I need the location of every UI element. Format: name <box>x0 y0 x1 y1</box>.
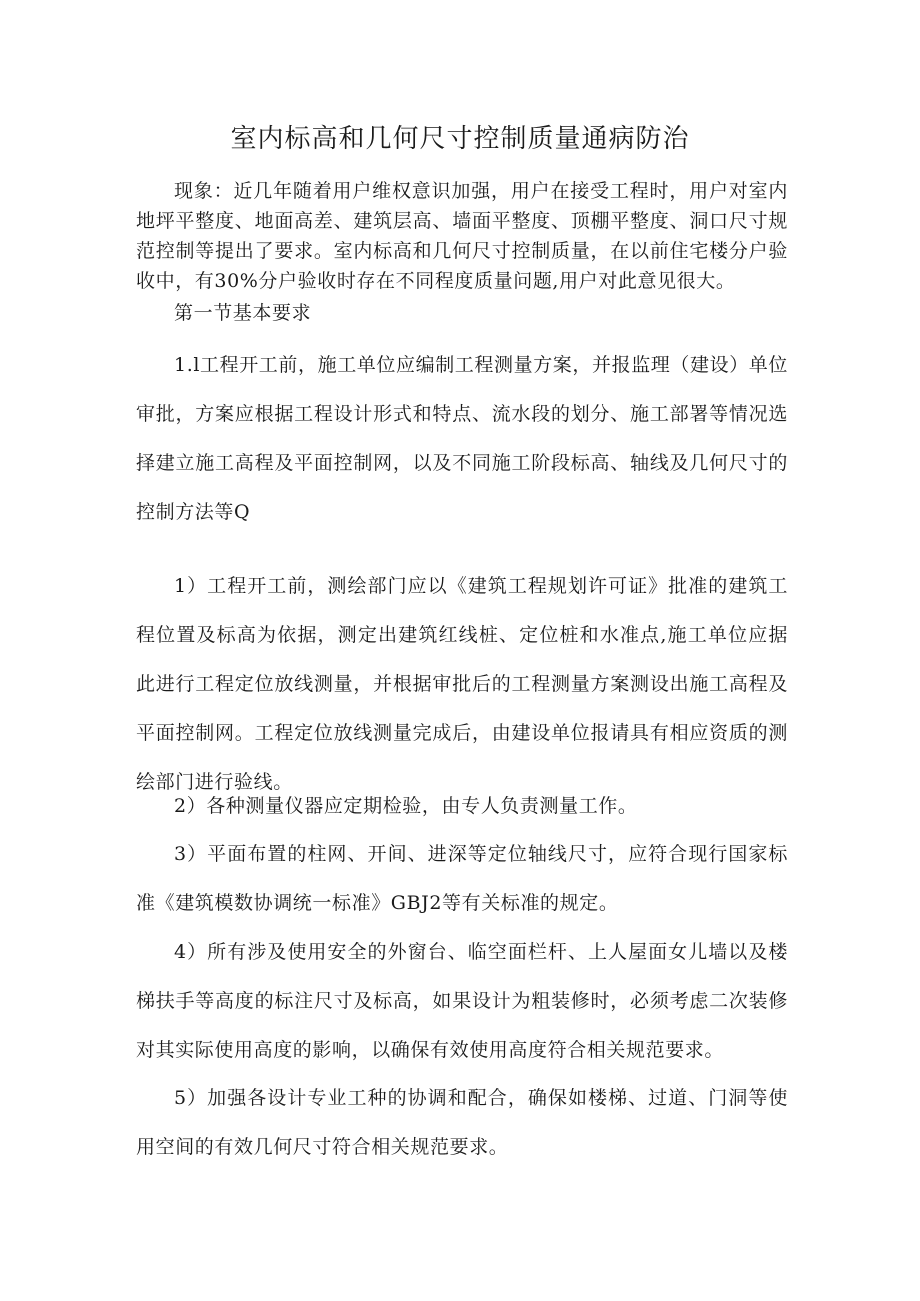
paragraph-item-4: 4）所有涉及使用安全的外窗台、临空面栏杆、上人屋面女儿墙以及楼梯扶手等高度的标注尺寸及标高，如果设计为粗装修时，必须考虑二次装修对其实际使用高度的影响，以确保有效使用高度符合相关规范要求。 <box>136 941 788 1061</box>
paragraph-item-5: 5）加强各设计专业工种的协调和配合，确保如楼梯、过道、门洞等使用空间的有效几何尺寸符合相关规范要求。 <box>136 1087 788 1158</box>
paragraph-item-1: 1）工程开工前，测绘部门应以《建筑工程规划许可证》批准的建筑工程位置及标高为依据，测定出建筑红线桩、定位桩和水准点,施工单位应据此进行工程定位放线测量，并根据审批后的工程测量方案测设出施工高程及平面控制网。工程定位放线测量完成后，由建设单位报请具有相应资质的测绘部门进行验线。 <box>136 575 788 793</box>
paragraph-item-3: 3）平面布置的柱网、开间、进深等定位轴线尺寸，应符合现行国家标准《建筑模数协调统一标准》GBJ2等有关标准的规定。 <box>136 843 788 914</box>
paragraph-item-2: 2）各种测量仪器应定期检验，由专人负责测量工作。 <box>174 795 638 817</box>
section-heading: 第一节基本要求 <box>174 302 312 324</box>
page-title: 室内标高和几何尺寸控制质量通病防治 <box>230 124 690 154</box>
intro-paragraph: 现象：近几年随着用户维权意识加强，用户在接受工程时，用户对室内地坪平整度、地面高差、建筑层高、墙面平整度、顶棚平整度、洞口尺寸规范控制等提出了要求。室内标高和几何尺寸控制质量，在以前住宅楼分户验收中，有30%分户验收时存在不同程度质量问题,用户对此意见很大。 <box>136 180 788 292</box>
paragraph-1-1: 1.l工程开工前，施工单位应编制工程测量方案，并报监理（建设）单位审批，方案应根据工程设计形式和特点、流水段的划分、施工部署等情况选择建立施工高程及平面控制网，以及不同施工阶段标高、轴线及几何尺寸的控制方法等Q <box>136 354 789 523</box>
